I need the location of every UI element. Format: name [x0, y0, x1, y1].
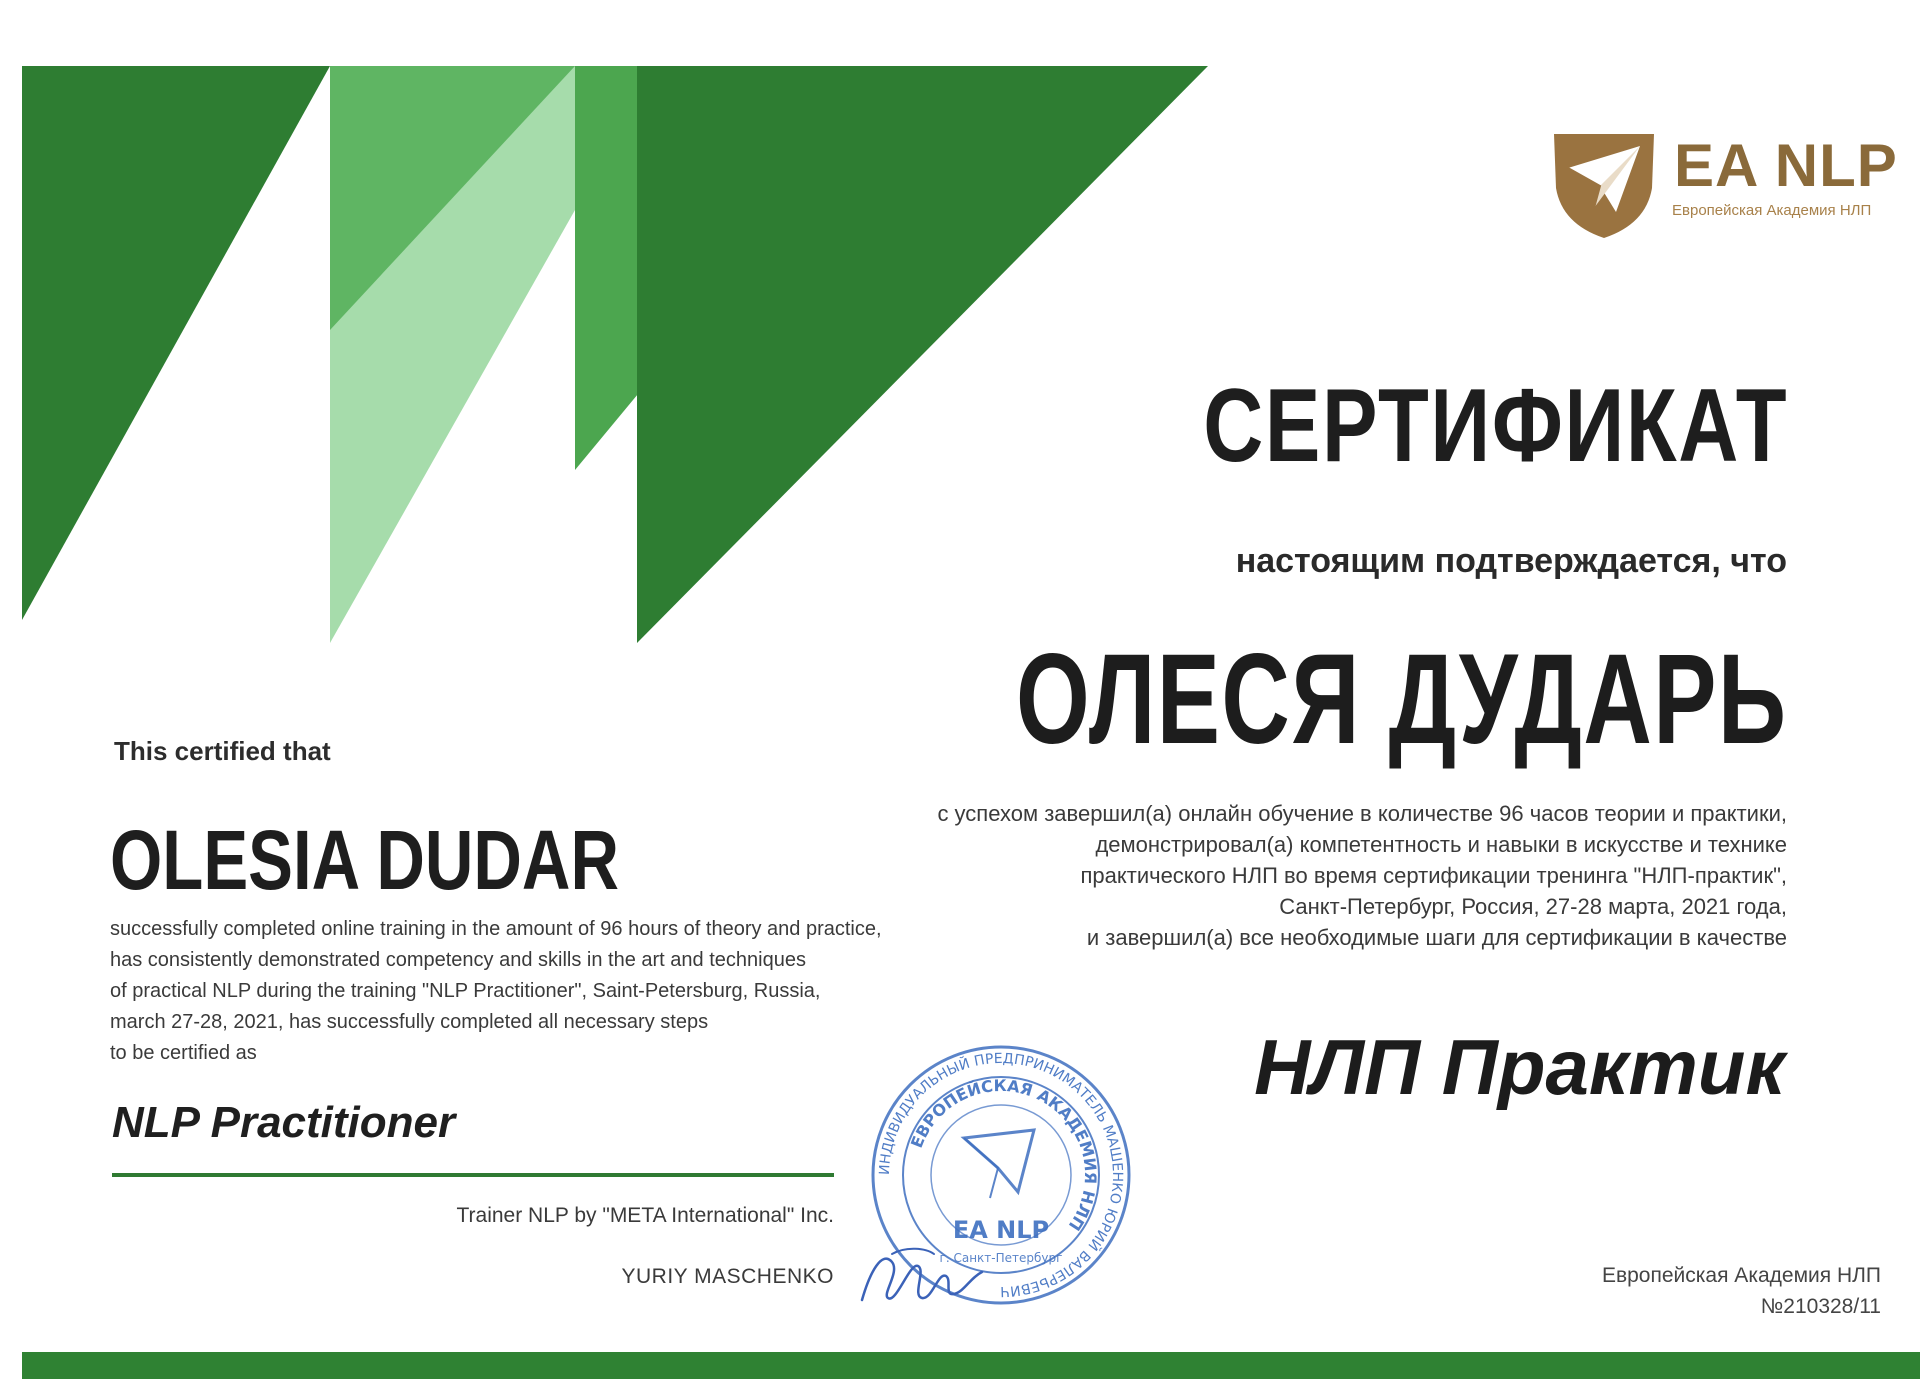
organization-name: Европейская Академия НЛП [1601, 1264, 1881, 1287]
bottom-green-bar [22, 1352, 1920, 1379]
paper-plane-shield-icon [1548, 128, 1660, 242]
certified-label-en: This certified that [114, 736, 331, 766]
trainer-name: YURIY MASCHENKO [621, 1265, 834, 1288]
divider-line [112, 1173, 834, 1177]
body-line-ru: и завершил(а) все необходимые шаги для сертификации в качестве [1086, 925, 1787, 950]
recipient-name-en: OLESIA DUDAR [110, 813, 619, 907]
logo-brand: EA NLP [1674, 132, 1898, 199]
handwritten-signature [852, 1232, 992, 1312]
body-text-en [110, 914, 882, 1069]
body-line-en: has consistently demonstrated competency and skills in the art and techniques [110, 949, 806, 971]
svg-text:ЕВРОПЕЙСКАЯ АКАДЕМИЯ НЛП [907, 1076, 1100, 1234]
stamp-outer-text: ИНДИВИДУАЛЬНЫЙ ПРЕДПРИНИМАТЕЛЬ МАШЕНКО ЮРИЙ ВАЛЕРЬЕВИЧ [876, 1050, 1126, 1300]
body-text-ru [937, 798, 1787, 953]
body-line-en: march 27-28, 2021, has successfully completed all necessary steps [110, 1011, 709, 1033]
body-line-en: of practical NLP during the training "NLP Practitioner", Saint-Petersburg, Russia, [110, 980, 821, 1002]
body-line-en: successfully completed online training in the amount of 96 hours of theory and practice, [110, 918, 882, 940]
body-line-en: to be certified as [110, 1042, 257, 1064]
confirmation-line: настоящим подтверждается, что [1235, 542, 1787, 580]
stamp-city-text: г. Санкт-Петербург [939, 1251, 1063, 1265]
certificate-title: СЕРТИФИКАТ [1203, 368, 1788, 484]
triangle-dark-right [637, 66, 1208, 643]
logo-subtitle: Европейская Академия НЛП [1672, 202, 1872, 219]
recipient-name-ru: ОЛЕСЯ ДУДАРЬ [1015, 628, 1787, 771]
stamp-inner-text: ЕВРОПЕЙСКАЯ АКАДЕМИЯ НЛП [907, 1075, 1101, 1235]
body-line-ru: демонстрировал(а) компетентность и навыки в искусстве и технике [1095, 832, 1787, 857]
stamp-center-text: EA NLP [952, 1216, 1050, 1244]
triangle-dark-left [22, 66, 330, 620]
qualification-ru: НЛП Практик [1254, 1023, 1785, 1111]
qualification-en: NLP Practitioner [112, 1098, 456, 1147]
certificate-number: №210328/11 [1760, 1295, 1881, 1318]
trainer-line: Trainer NLP by "META International" Inc. [456, 1204, 834, 1227]
body-line-ru: практического НЛП во время сертификации тренинга "НЛП-практик", [1080, 863, 1787, 888]
body-line-ru: Санкт-Петербург, Россия, 27-28 марта, 2021 года, [1279, 894, 1787, 919]
ea-nlp-logo [1548, 124, 1898, 244]
body-line-ru: с успехом завершил(а) онлайн обучение в количестве 96 часов теории и практики, [937, 801, 1787, 826]
